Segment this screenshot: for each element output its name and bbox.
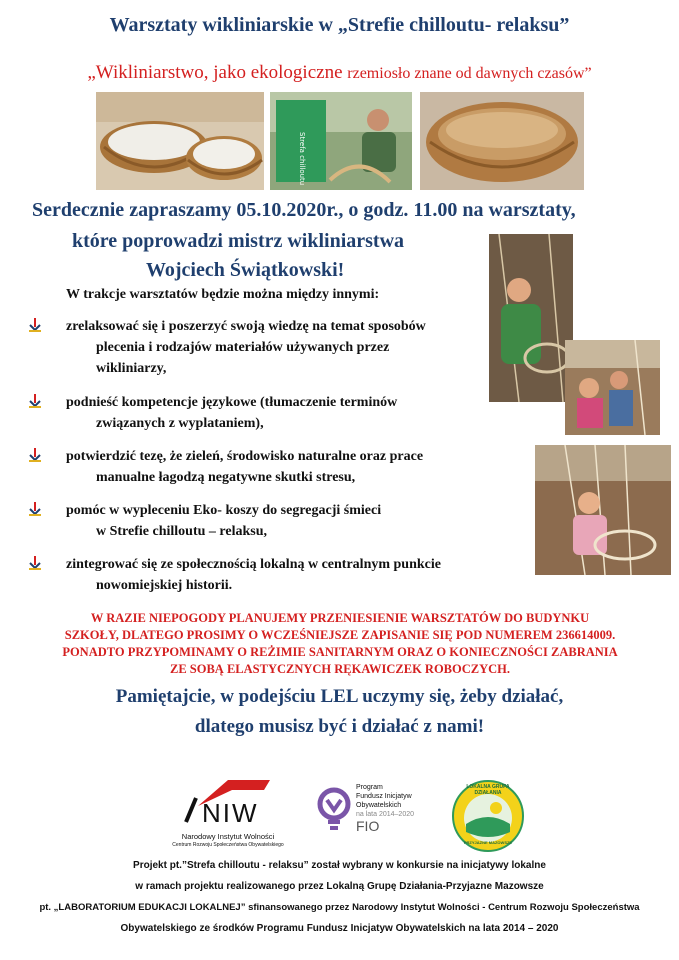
footer-line: Projekt pt.”Strefa chilloutu - relaksu” został wybrany w konkursie na inicjatywy lokalne	[133, 860, 546, 871]
activity-item-line: zintegrować się ze społecznością lokalną w centralnym punkcie	[66, 557, 441, 572]
bullet-icon	[28, 502, 42, 516]
fio-text-1: Fundusz Inicjatyw	[356, 793, 412, 800]
niw-logo	[168, 776, 288, 856]
fio-logo	[312, 780, 422, 840]
fio-text-3: na lata 2014–2020	[356, 811, 414, 818]
lgd-ring-text: LOKALNA GRUPA DZIAŁANIA	[466, 784, 510, 796]
fio-text-2: Obywatelskich	[356, 802, 402, 809]
activities-intro: W trakcje warsztatów będzie można między innymi:	[66, 287, 380, 302]
lgd-bottom-text: PRZYJAZNE MAZOWSZE	[463, 840, 513, 845]
activity-item-line: manualne łagodzą negatywne skutki stresu,	[96, 470, 356, 485]
bullet-icon	[28, 448, 42, 462]
photo-group-weaving	[565, 340, 660, 435]
svg-text:Strefa chilloutu: Strefa chilloutu	[298, 132, 306, 186]
page-subtitle	[0, 62, 679, 84]
photo-workshop-man	[270, 92, 412, 190]
photo-baskets-left	[96, 92, 264, 190]
bullet-icon	[28, 318, 42, 332]
subtitle-rest: rzemiosło znane od dawnych czasów”	[347, 65, 592, 82]
invitation-line-3: Wojciech Świątkowski!	[146, 259, 345, 281]
footer-line: w ramach projektu realizowanego przez Lokalną Grupę Działania-Przyjazne Mazowsze	[135, 881, 544, 892]
footer-line: Obywatelskiego ze środków Programu Fundusz Inicjatyw Obywatelskich na lata 2014 – 2020	[120, 923, 559, 934]
activity-item-line: nowomiejskiej historii.	[96, 578, 233, 593]
lgd-logo	[452, 780, 524, 852]
activity-item-line: plecenia i rodzajów materiałów używanych przez	[96, 340, 390, 355]
invitation-line-1: Serdecznie zapraszamy 05.10.2020r., o godz. 11.00 na warsztaty,	[32, 199, 576, 221]
subtitle-lead: „Wikliniarstwo, jako ekologiczne	[87, 62, 348, 83]
activity-item-line: związanych z wyplataniem),	[96, 416, 264, 431]
weather-notice	[30, 610, 650, 678]
photo-basket-right	[420, 92, 584, 190]
activity-item-line: podnieść kompetencje językowe (tłumaczenie terminów	[66, 395, 398, 410]
project-footer	[0, 855, 679, 939]
invitation-line-2: które poprowadzi mistrz wikliniarstwa	[72, 230, 405, 252]
activity-item-line: zrelaksować się i poszerzyć swoją wiedzę na temat sposobów	[66, 319, 426, 334]
slogan-line-1: Pamiętajcie, w podejściu LEL uczymy się, żeby działać,	[115, 686, 564, 707]
activity-item-line: potwierdzić tezę, że zieleń, środowisko naturalne oraz prace	[66, 449, 424, 464]
fio-text-0: Program	[356, 784, 383, 791]
page-title: Warsztaty wikliniarskie w „Strefie chilloutu- relaksu”	[109, 14, 570, 36]
fio-mark: FIO	[356, 818, 380, 834]
niw-sub: Centrum Rozwoju Społeczeństwa Obywatelskiego	[172, 842, 284, 848]
photo-children-weaving	[535, 445, 671, 575]
slogan-line-2: dlatego musisz być i działać z nami!	[194, 716, 485, 737]
bullet-icon	[28, 394, 42, 408]
bullet-icon	[28, 556, 42, 570]
notice-line: ZE SOBĄ ELASTYCZNYCH RĘKAWICZEK ROBOCZYCH.	[170, 662, 510, 676]
activity-item-line: pomóc w wypleceniu Eko- koszy do segregacji śmieci	[66, 503, 382, 518]
niw-mark: NIW	[202, 798, 259, 828]
niw-name: Narodowy Instytut Wolności	[181, 832, 275, 841]
notice-line: PONADTO PRZYPOMINAMY O REŻIMIE SANITARNYM ORAZ O KONIECZNOŚCI ZABRANIA	[62, 645, 618, 659]
footer-line: pt. „LABORATORIUM EDUKACJI LOKALNEJ” sfinansowanego przez Narodowy Instytut Wolności - Centrum Rozwoju Społeczeństwa	[39, 902, 640, 913]
notice-line: SZKOŁY, DLATEGO PROSIMY O WCZEŚNIEJSZE ZAPISANIE SIĘ POD NUMEREM 236614009.	[64, 628, 616, 642]
notice-line: W RAZIE NIEPOGODY PLANUJEMY PRZENIESIENIE WARSZTATÓW DO BUDYNKU	[90, 611, 590, 625]
activity-item-line: w Strefie chilloutu – relaksu,	[96, 524, 267, 539]
activity-item-line: wikliniarzy,	[96, 361, 167, 376]
photo-weaver-woman	[489, 234, 573, 402]
